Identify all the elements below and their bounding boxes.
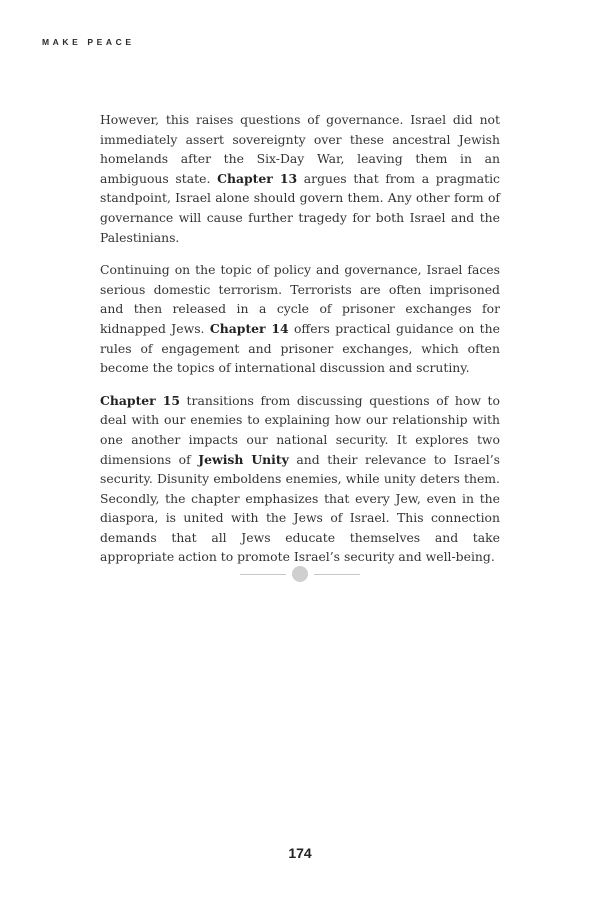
text-segment: argues that from a pragmatic standpoint, Israel alone should govern them. Any other form of governance will cause further tragedy for both Israel and the Palestinians. (100, 170, 500, 245)
section-divider-ornament (240, 566, 360, 582)
divider-dot-icon (292, 566, 308, 582)
paragraph-governance (100, 110, 500, 247)
text-segment: and their relevance to Israel’s security. Disunity emboldens enemies, while unity deters them. Secondly, the chapter emphasizes that every Jew, even in the diaspora, is united with the Jews of Israel. This connection demands that all Jews educate themselves and take appropriate action to promote Israel’s security and well-being. (100, 451, 500, 565)
body-text (100, 110, 500, 580)
divider-line-left (240, 574, 286, 575)
chapter-15-reference: Chapter 15 (100, 392, 180, 408)
text-segment: However, this raises questions of governance. Israel did not immediately assert sovereignty over these ancestral Jewish homelands after the Six-Day War, leaving them in an ambiguous state. (100, 112, 500, 186)
running-header: MAKE PEACE (42, 37, 135, 47)
chapter-14-reference: Chapter 14 (209, 320, 289, 336)
chapter-13-reference: Chapter 13 (217, 170, 298, 186)
text-segment: transitions from discussing questions of how to deal with our enemies to explaining how our relationship with one another impacts our national security. It explores two dimensions of (100, 392, 500, 467)
page-number: 174 (288, 845, 312, 861)
jewish-unity-term: Jewish Unity (198, 451, 289, 467)
text-segment: offers practical guidance on the rules of engagement and prisoner exchanges, which often become the topics of international discussion and scrutiny. (100, 320, 500, 376)
text-segment: Continuing on the topic of policy and governance, Israel faces serious domestic terrorism. Terrorists are often imprisoned and then released in a cycle of prisoner exchanges for kidnapped Jews. (100, 262, 500, 336)
paragraph-unity (100, 391, 500, 567)
paragraph-terrorism (100, 260, 500, 378)
divider-line-right (314, 574, 360, 575)
